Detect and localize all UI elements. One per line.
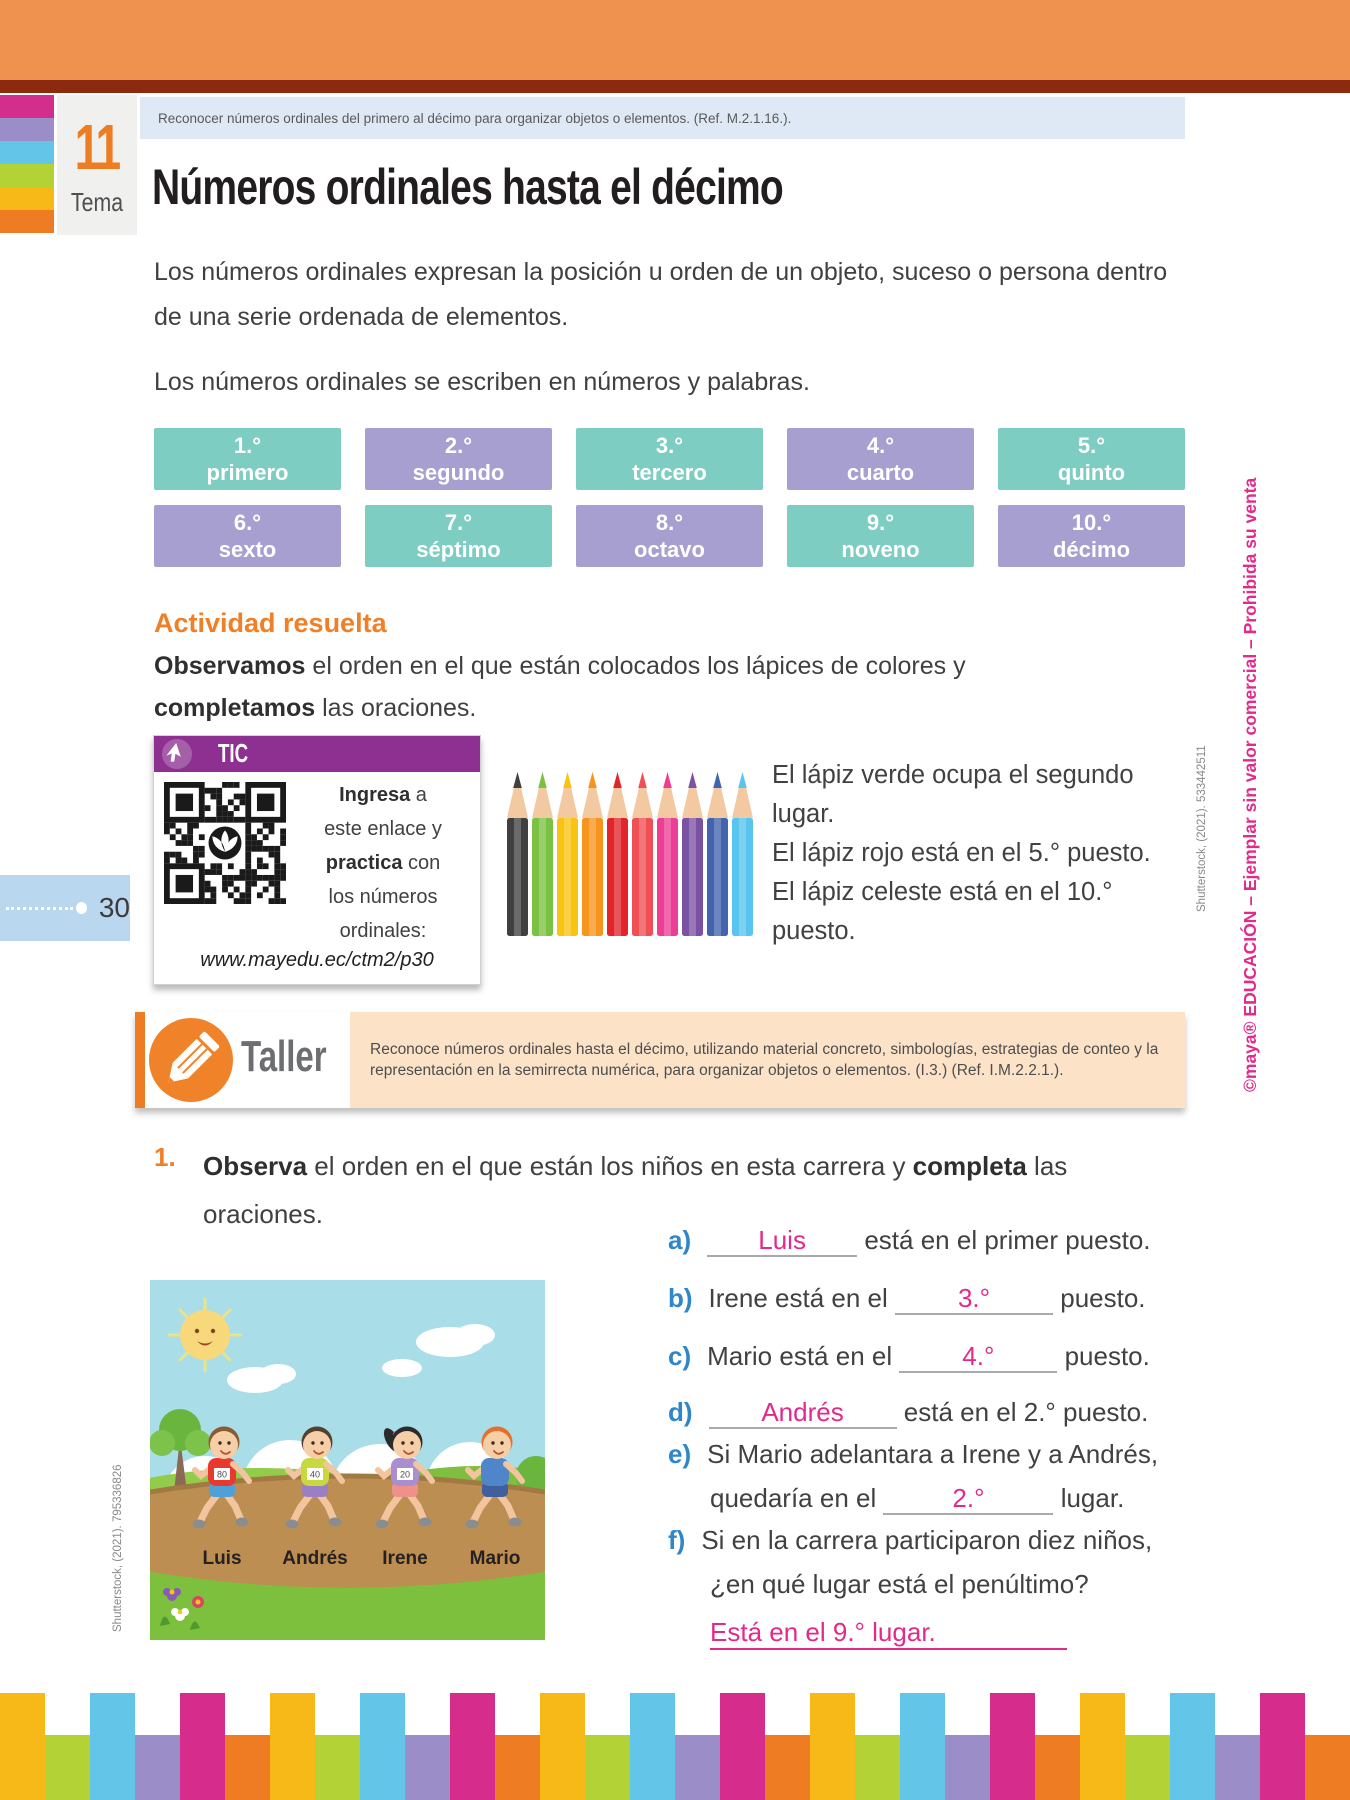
ordinal-box <box>365 428 552 490</box>
taller-strip <box>135 1012 1185 1108</box>
footer-bar <box>900 1693 945 1800</box>
item-letter: f) <box>668 1525 686 1555</box>
color-square <box>0 210 54 233</box>
footer-bar <box>810 1693 855 1800</box>
tic-label: TIC <box>218 738 249 768</box>
answer-blank[interactable]: 3.° <box>895 1283 1053 1315</box>
lead-text-1: el orden en el que están colocados los lápices de colores y <box>305 652 966 680</box>
top-accent-bar <box>0 0 1350 80</box>
footer-bar <box>315 1735 360 1800</box>
footer-bar <box>45 1735 90 1800</box>
pencil-rojo-claro <box>632 772 653 936</box>
runner-name: Mario <box>469 1548 521 1569</box>
dot-icon <box>76 902 87 914</box>
ordinal-word: tercero <box>632 460 707 485</box>
footer-bar <box>1035 1735 1080 1800</box>
ordinal-number: 3.° <box>655 433 684 458</box>
item-a: a) Luis está en el primer puesto. <box>668 1225 1151 1255</box>
pencils-image <box>505 770 757 942</box>
prompt-bold-2: completa <box>912 1151 1027 1181</box>
intro-paragraph-1: Los números ordinales expresan la posición u orden de un objeto, suceso o persona dentro de una serie ordenada de elementos. <box>154 258 1168 331</box>
footer-bar <box>945 1735 990 1800</box>
ordinal-word: quinto <box>1057 460 1126 485</box>
sentence: El lápiz celeste está en el 10.° puesto. <box>772 878 1113 945</box>
footer-bar <box>540 1693 585 1800</box>
pencil-naranja <box>582 772 603 936</box>
footer-bar <box>270 1693 315 1800</box>
image-credit-race: Shutterstock, (2021). 795336826 <box>112 1464 124 1632</box>
ordinal-box <box>365 505 552 567</box>
tic-instructions: Ingresa a este enlace y practica con los números ordinales: <box>324 784 442 942</box>
sun-icon <box>168 1298 242 1372</box>
exercise-number: 1. <box>154 1142 176 1172</box>
ordinal-box <box>787 505 974 567</box>
footer-bar <box>1215 1735 1260 1800</box>
intro-paragraph-2: Los números ordinales se escriben en números y palabras. <box>154 368 810 396</box>
pencil-rosado <box>657 772 678 936</box>
ordinal-number: 4.° <box>866 433 895 458</box>
item-d: d) Andrés está en el 2.° puesto. <box>668 1397 1149 1427</box>
standard-banner <box>140 97 1185 139</box>
sentence: El lápiz verde ocupa el segundo lugar. <box>772 761 1134 828</box>
footer-bar <box>1170 1693 1215 1800</box>
svg-text:80: 80 <box>216 1469 228 1480</box>
tic-url-link[interactable]: www.mayedu.ec/ctm2/p30 <box>200 949 434 971</box>
race-illustration <box>150 1280 545 1640</box>
answer-blank[interactable]: Andrés <box>709 1397 897 1429</box>
footer-bar <box>225 1735 270 1800</box>
ordinal-box <box>998 505 1185 567</box>
lead-text-2: las oraciones. <box>315 694 477 722</box>
topic-label: Tema <box>70 187 124 217</box>
pencil-morado <box>682 772 703 936</box>
item-e: e) Si Mario adelantara a Irene y a Andrés, quedaría en el 2.° lugar. <box>668 1439 1159 1513</box>
ordinal-box <box>154 428 341 490</box>
footer-bar <box>1305 1735 1350 1800</box>
svg-text:40: 40 <box>309 1469 321 1480</box>
sentence: El lápiz rojo está en el 5.° puesto. <box>772 839 1151 867</box>
runner-name: Irene <box>382 1548 428 1569</box>
answer-blank[interactable]: 4.° <box>899 1341 1057 1373</box>
footer-bar <box>495 1735 540 1800</box>
color-square <box>0 187 54 210</box>
image-credit-pencils: Shutterstock, (2021). 533442511 <box>1196 745 1208 912</box>
lead-bold-1: Observamos <box>154 652 306 680</box>
qr-code <box>164 782 286 904</box>
dotted-line <box>6 907 73 910</box>
ordinal-number: 5.° <box>1077 433 1106 458</box>
ordinal-word: octavo <box>634 537 705 562</box>
lead-bold-2: completamos <box>154 694 316 722</box>
item-letter: d) <box>668 1397 693 1427</box>
topic-tab <box>57 95 137 235</box>
pencil-negro <box>507 772 528 936</box>
footer-bar <box>360 1693 405 1800</box>
answer-blank[interactable]: Luis <box>707 1225 857 1257</box>
ordinal-word: décimo <box>1052 537 1131 562</box>
pencil-azul <box>707 772 728 936</box>
runner-name: Luis <box>202 1548 242 1569</box>
item-f: f) Si en la carrera participaron diez niños, ¿en qué lugar está el penúltimo? Está en el 9.° lugar. <box>668 1524 1208 1650</box>
answer-blank[interactable]: Está en el 9.° lugar. <box>710 1616 1067 1650</box>
exercise-prompt: Observa el orden en el que están los niños en esta carrera y completa las oraciones. <box>203 1151 1068 1229</box>
item-b: b) Irene está en el 3.° puesto. <box>668 1283 1146 1313</box>
ordinals-grid <box>154 428 1185 567</box>
ordinal-number: 10.° <box>1071 510 1112 535</box>
activity-sentences <box>772 756 1182 951</box>
ordinal-number: 9.° <box>866 510 895 535</box>
runner-name: Andrés <box>282 1548 348 1569</box>
ordinal-box <box>998 428 1185 490</box>
ordinal-word: cuarto <box>846 460 915 485</box>
ordinal-number: 1.° <box>233 433 262 458</box>
ordinal-word: noveno <box>841 537 920 562</box>
tic-line-bold: Ingresa <box>339 784 411 806</box>
footer-bar <box>630 1693 675 1800</box>
page-number-band <box>0 875 130 941</box>
ordinal-box <box>154 505 341 567</box>
ordinal-word: sexto <box>218 537 277 562</box>
tic-box <box>153 735 481 985</box>
ordinal-box <box>576 428 763 490</box>
ordinal-number: 6.° <box>233 510 262 535</box>
topic-color-strip <box>0 95 54 233</box>
cursor-icon <box>162 739 192 769</box>
footer-bar <box>90 1693 135 1800</box>
ordinal-number: 2.° <box>444 433 473 458</box>
taller-accent-bar <box>135 1012 145 1108</box>
footer-bar <box>405 1735 450 1800</box>
activity-heading: Actividad resuelta <box>154 608 387 638</box>
footer-bar <box>720 1693 765 1800</box>
topic-number: 11 <box>74 111 120 183</box>
item-letter: e) <box>668 1439 692 1469</box>
item-letter: a) <box>668 1225 692 1255</box>
ordinal-box <box>576 505 763 567</box>
footer-bar <box>450 1693 495 1800</box>
item-letter: b) <box>668 1283 693 1313</box>
answer-blank[interactable]: 2.° <box>883 1483 1053 1515</box>
item-letter: c) <box>668 1341 692 1371</box>
edition-note: ©maya® EDUCACIÓN – Ejemplar sin valor comercial – Prohibida su venta <box>1240 477 1260 1092</box>
ordinal-number: 7.° <box>444 510 473 535</box>
ordinal-word: séptimo <box>416 537 501 562</box>
prompt-bold-1: Observa <box>203 1151 308 1181</box>
pencil-amarillo <box>557 772 578 936</box>
svg-text:20: 20 <box>399 1469 411 1480</box>
footer-bar <box>990 1693 1035 1800</box>
color-square <box>0 118 54 141</box>
footer-bar <box>180 1693 225 1800</box>
page-title: Números ordinales hasta el décimo <box>152 159 783 215</box>
footer-bar <box>585 1735 630 1800</box>
pencil-icon <box>149 1018 233 1102</box>
top-divider-bar <box>0 80 1350 93</box>
tic-header <box>154 736 480 772</box>
item-c: c) Mario está en el 4.° puesto. <box>668 1341 1150 1371</box>
taller-label: Taller <box>241 1032 327 1081</box>
color-square <box>0 141 54 164</box>
taller-description: Reconoce números ordinales hasta el décimo, utilizando material concreto, simbologías, estrategias de conteo y la representación en la semirrecta numérica, para organizar objetos o elementos. (I.3.) (Ref. I.M.2.2.1.). <box>370 1041 1159 1079</box>
standard-banner-text: Reconocer números ordinales del primero al décimo para organizar objetos o elementos. (Ref. M.2.1.16.). <box>158 110 792 126</box>
footer-bar <box>675 1735 720 1800</box>
footer-bar <box>855 1735 900 1800</box>
footer-bar <box>1080 1693 1125 1800</box>
color-square <box>0 95 54 118</box>
ordinal-number: 8.° <box>655 510 684 535</box>
taller-description-box <box>350 1012 1185 1108</box>
footer-bar <box>765 1735 810 1800</box>
ordinal-word: segundo <box>412 460 505 485</box>
pencil-verde <box>532 772 553 936</box>
pencil-celeste <box>732 772 753 936</box>
ordinal-box <box>787 428 974 490</box>
activity-lead <box>154 645 1034 729</box>
ordinal-word: primero <box>206 460 289 485</box>
page-number: 30 <box>98 892 130 923</box>
footer-bar <box>135 1735 180 1800</box>
pencil-rojo <box>607 772 628 936</box>
footer-bar <box>1125 1735 1170 1800</box>
footer-bar <box>1260 1693 1305 1800</box>
color-square <box>0 164 54 187</box>
tic-line-bold: practica <box>325 852 403 874</box>
footer-bar <box>0 1693 45 1800</box>
